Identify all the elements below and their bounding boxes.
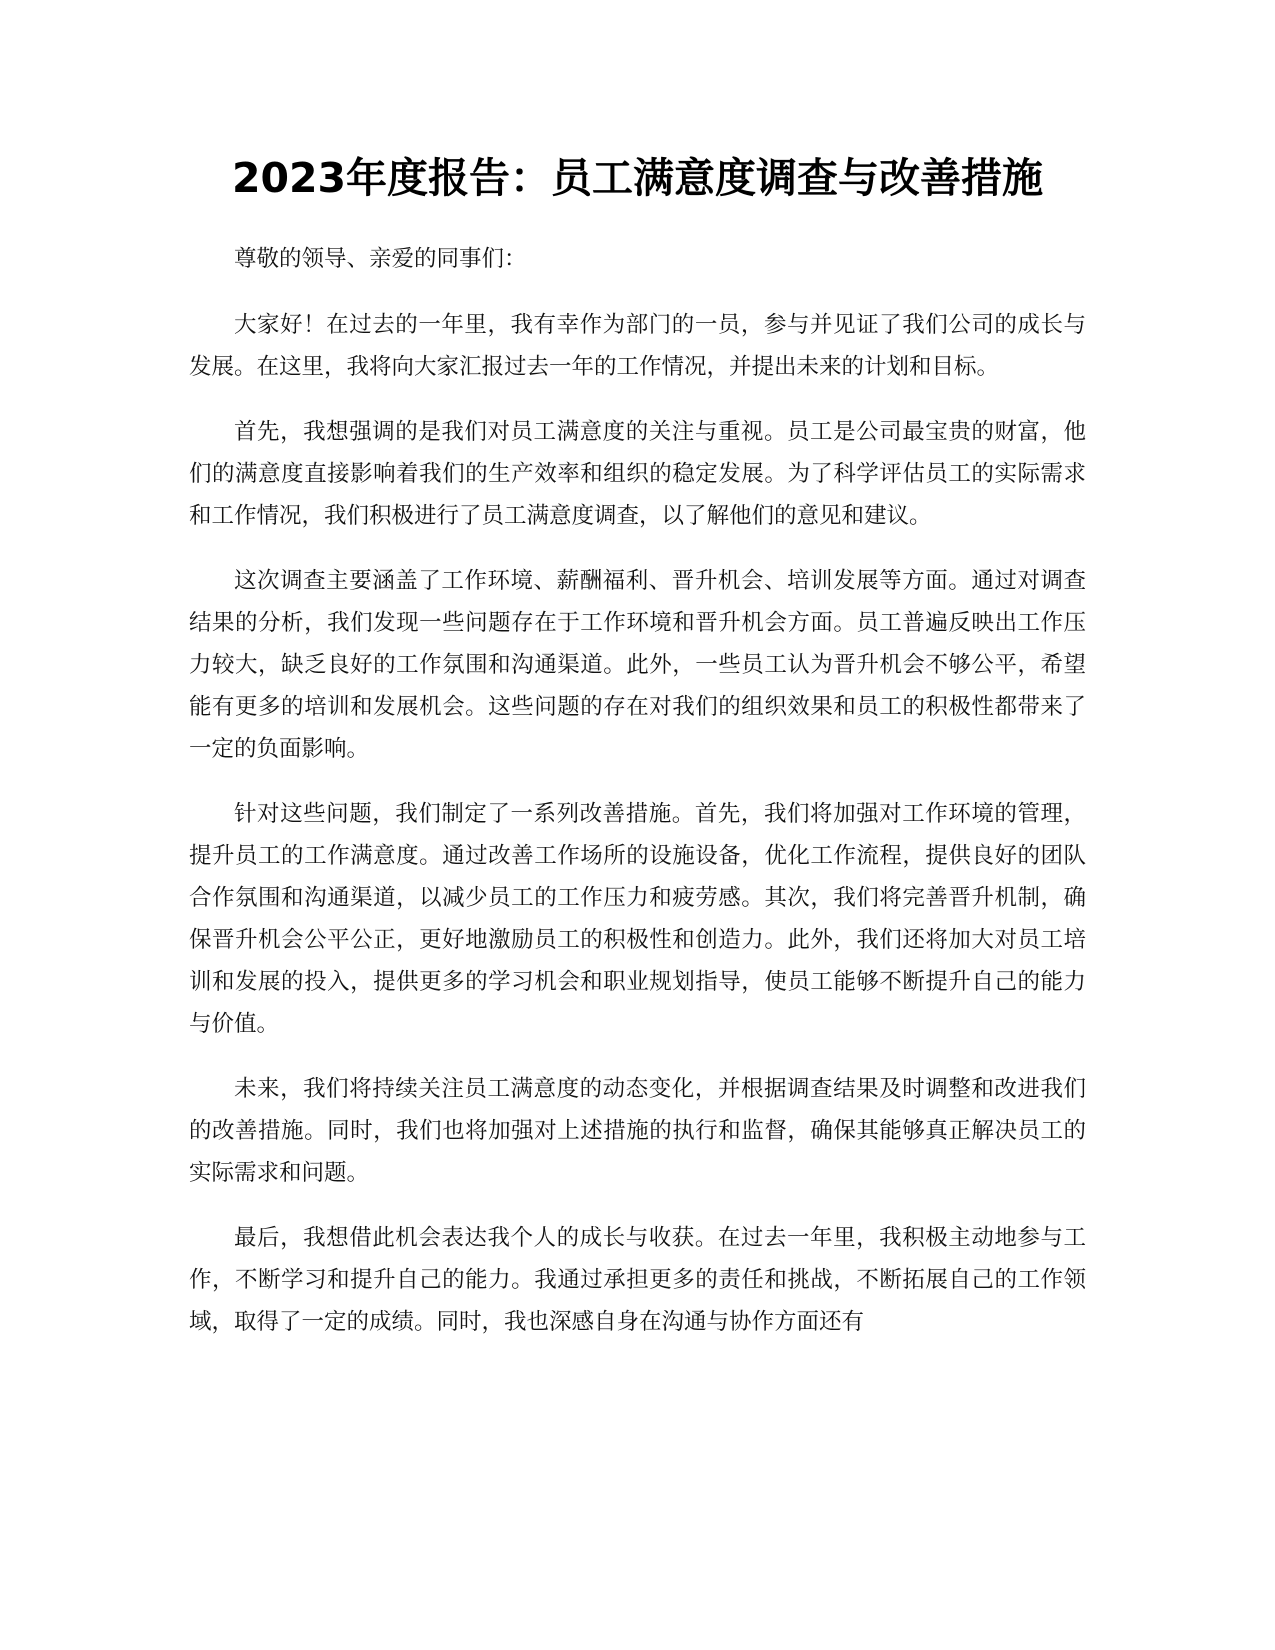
satisfaction-focus-paragraph: 首先，我想强调的是我们对员工满意度的关注与重视。员工是公司最宝贵的财富，他们的满意度直接影响着我们的生产效率和组织的稳定发展。为了科学评估员工的实际需求和工作情况，我们积极进行了员工满意度调查，以了解他们的意见和建议。 bbox=[189, 419, 1086, 529]
greeting-paragraph: 尊敬的领导、亲爱的同事们： bbox=[234, 246, 527, 272]
document-title: 2023年度报告：员工满意度调查与改善措施 bbox=[231, 154, 1044, 202]
future-plan-paragraph: 未来，我们将持续关注员工满意度的动态变化，并根据调查结果及时调整和改进我们的改善措施。同时，我们也将加强对上述措施的执行和监督，确保其能够真正解决员工的实际需求和问题。 bbox=[189, 1076, 1086, 1186]
intro-paragraph: 大家好！在过去的一年里，我有幸作为部门的一员，参与并见证了我们公司的成长与发展。在这里，我将向大家汇报过去一年的工作情况，并提出未来的计划和目标。 bbox=[189, 312, 1086, 380]
improvement-measures-paragraph: 针对这些问题，我们制定了一系列改善措施。首先，我们将加强对工作环境的管理，提升员工的工作满意度。通过改善工作场所的设施设备，优化工作流程，提供良好的团队合作氛围和沟通渠道，以减少员工的工作压力和疲劳感。其次，我们将完善晋升机制，确保晋升机会公平公正，更好地激励员工的积极性和创造力。此外，我们还将加大对员工培训和发展的投入，提供更多的学习机会和职业规划指导，使员工能够不断提升自己的能力与价值。 bbox=[189, 801, 1086, 1037]
document-body bbox=[189, 238, 1086, 1366]
survey-findings-paragraph: 这次调查主要涵盖了工作环境、薪酬福利、晋升机会、培训发展等方面。通过对调查结果的分析，我们发现一些问题存在于工作环境和晋升机会方面。员工普遍反映出工作压力较大，缺乏良好的工作氛围和沟通渠道。此外，一些员工认为晋升机会不够公平，希望能有更多的培训和发展机会。这些问题的存在对我们的组织效果和员工的积极性都带来了一定的负面影响。 bbox=[189, 568, 1086, 762]
personal-growth-paragraph: 最后，我想借此机会表达我个人的成长与收获。在过去一年里，我积极主动地参与工作，不断学习和提升自己的能力。我通过承担更多的责任和挑战，不断拓展自己的工作领域，取得了一定的成绩。同时，我也深感自身在沟通与协作方面还有 bbox=[189, 1225, 1086, 1335]
